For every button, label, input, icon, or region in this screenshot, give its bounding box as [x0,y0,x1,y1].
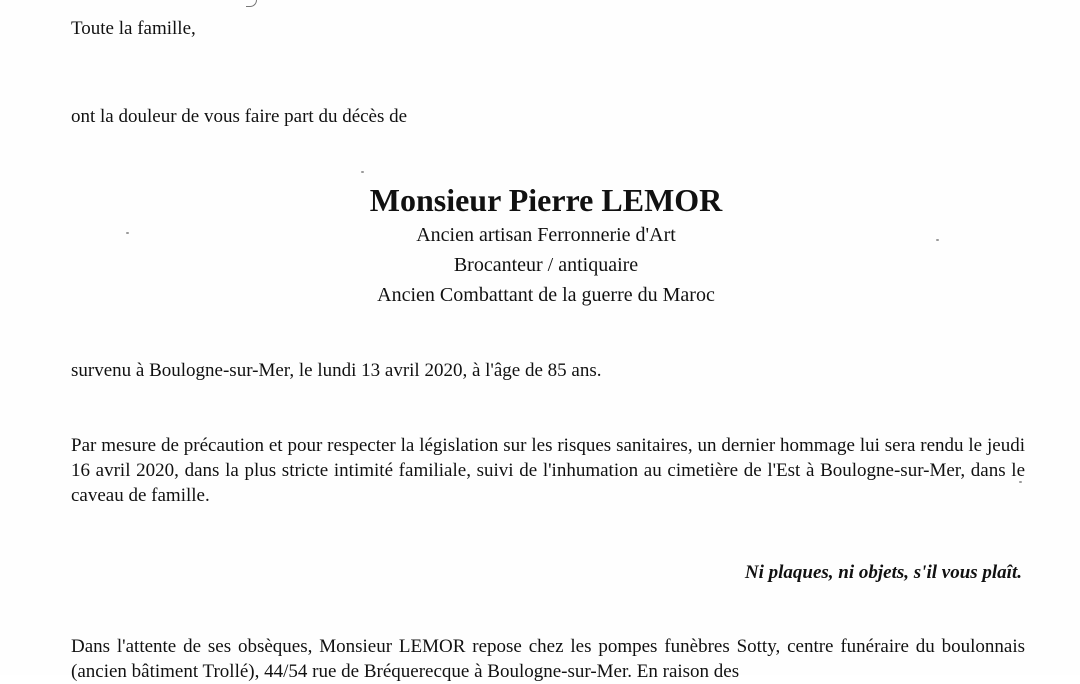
ceremony-paragraph: Par mesure de précaution et pour respecter la législation sur les risques sanitaires, un dernier hommage lui sera rendu le jeudi 16 avril 2020, dans la plus stricte intimité familiale, suivi de l'inhumation au cimetière de l'Est à Boulogne-sur-Mer, dans le caveau de famille. [71,435,1025,506]
family-line: Toute la famille, [71,18,196,39]
scan-speck [361,171,364,173]
no-flowers-mention: Ni plaques, ni objets, s'il vous plaît. [744,562,1022,583]
intro-line: ont la douleur de vous faire part du décès de [71,106,408,127]
deceased-name: Monsieur Pierre LEMOR [369,182,723,218]
deceased-title-1: Ancien artisan Ferronnerie d'Art [416,224,676,246]
deceased-title-2: Brocanteur / antiquaire [453,254,639,276]
deceased-title-3: Ancien Combattant de la guerre du Maroc [377,284,715,306]
scan-mark [246,0,257,7]
death-notice: survenu à Boulogne-sur-Mer, le lundi 13 avril 2020, à l'âge de 85 ans. [71,360,602,381]
rest-notice-paragraph: Dans l'attente de ses obsèques, Monsieur LEMOR repose chez les pompes funèbres Sotty, centre funéraire du boulonnais (ancien bâtiment Trollé), 44/54 rue de Bréquerecque à Boulogne-sur-Mer. En raison des [71,636,1025,682]
